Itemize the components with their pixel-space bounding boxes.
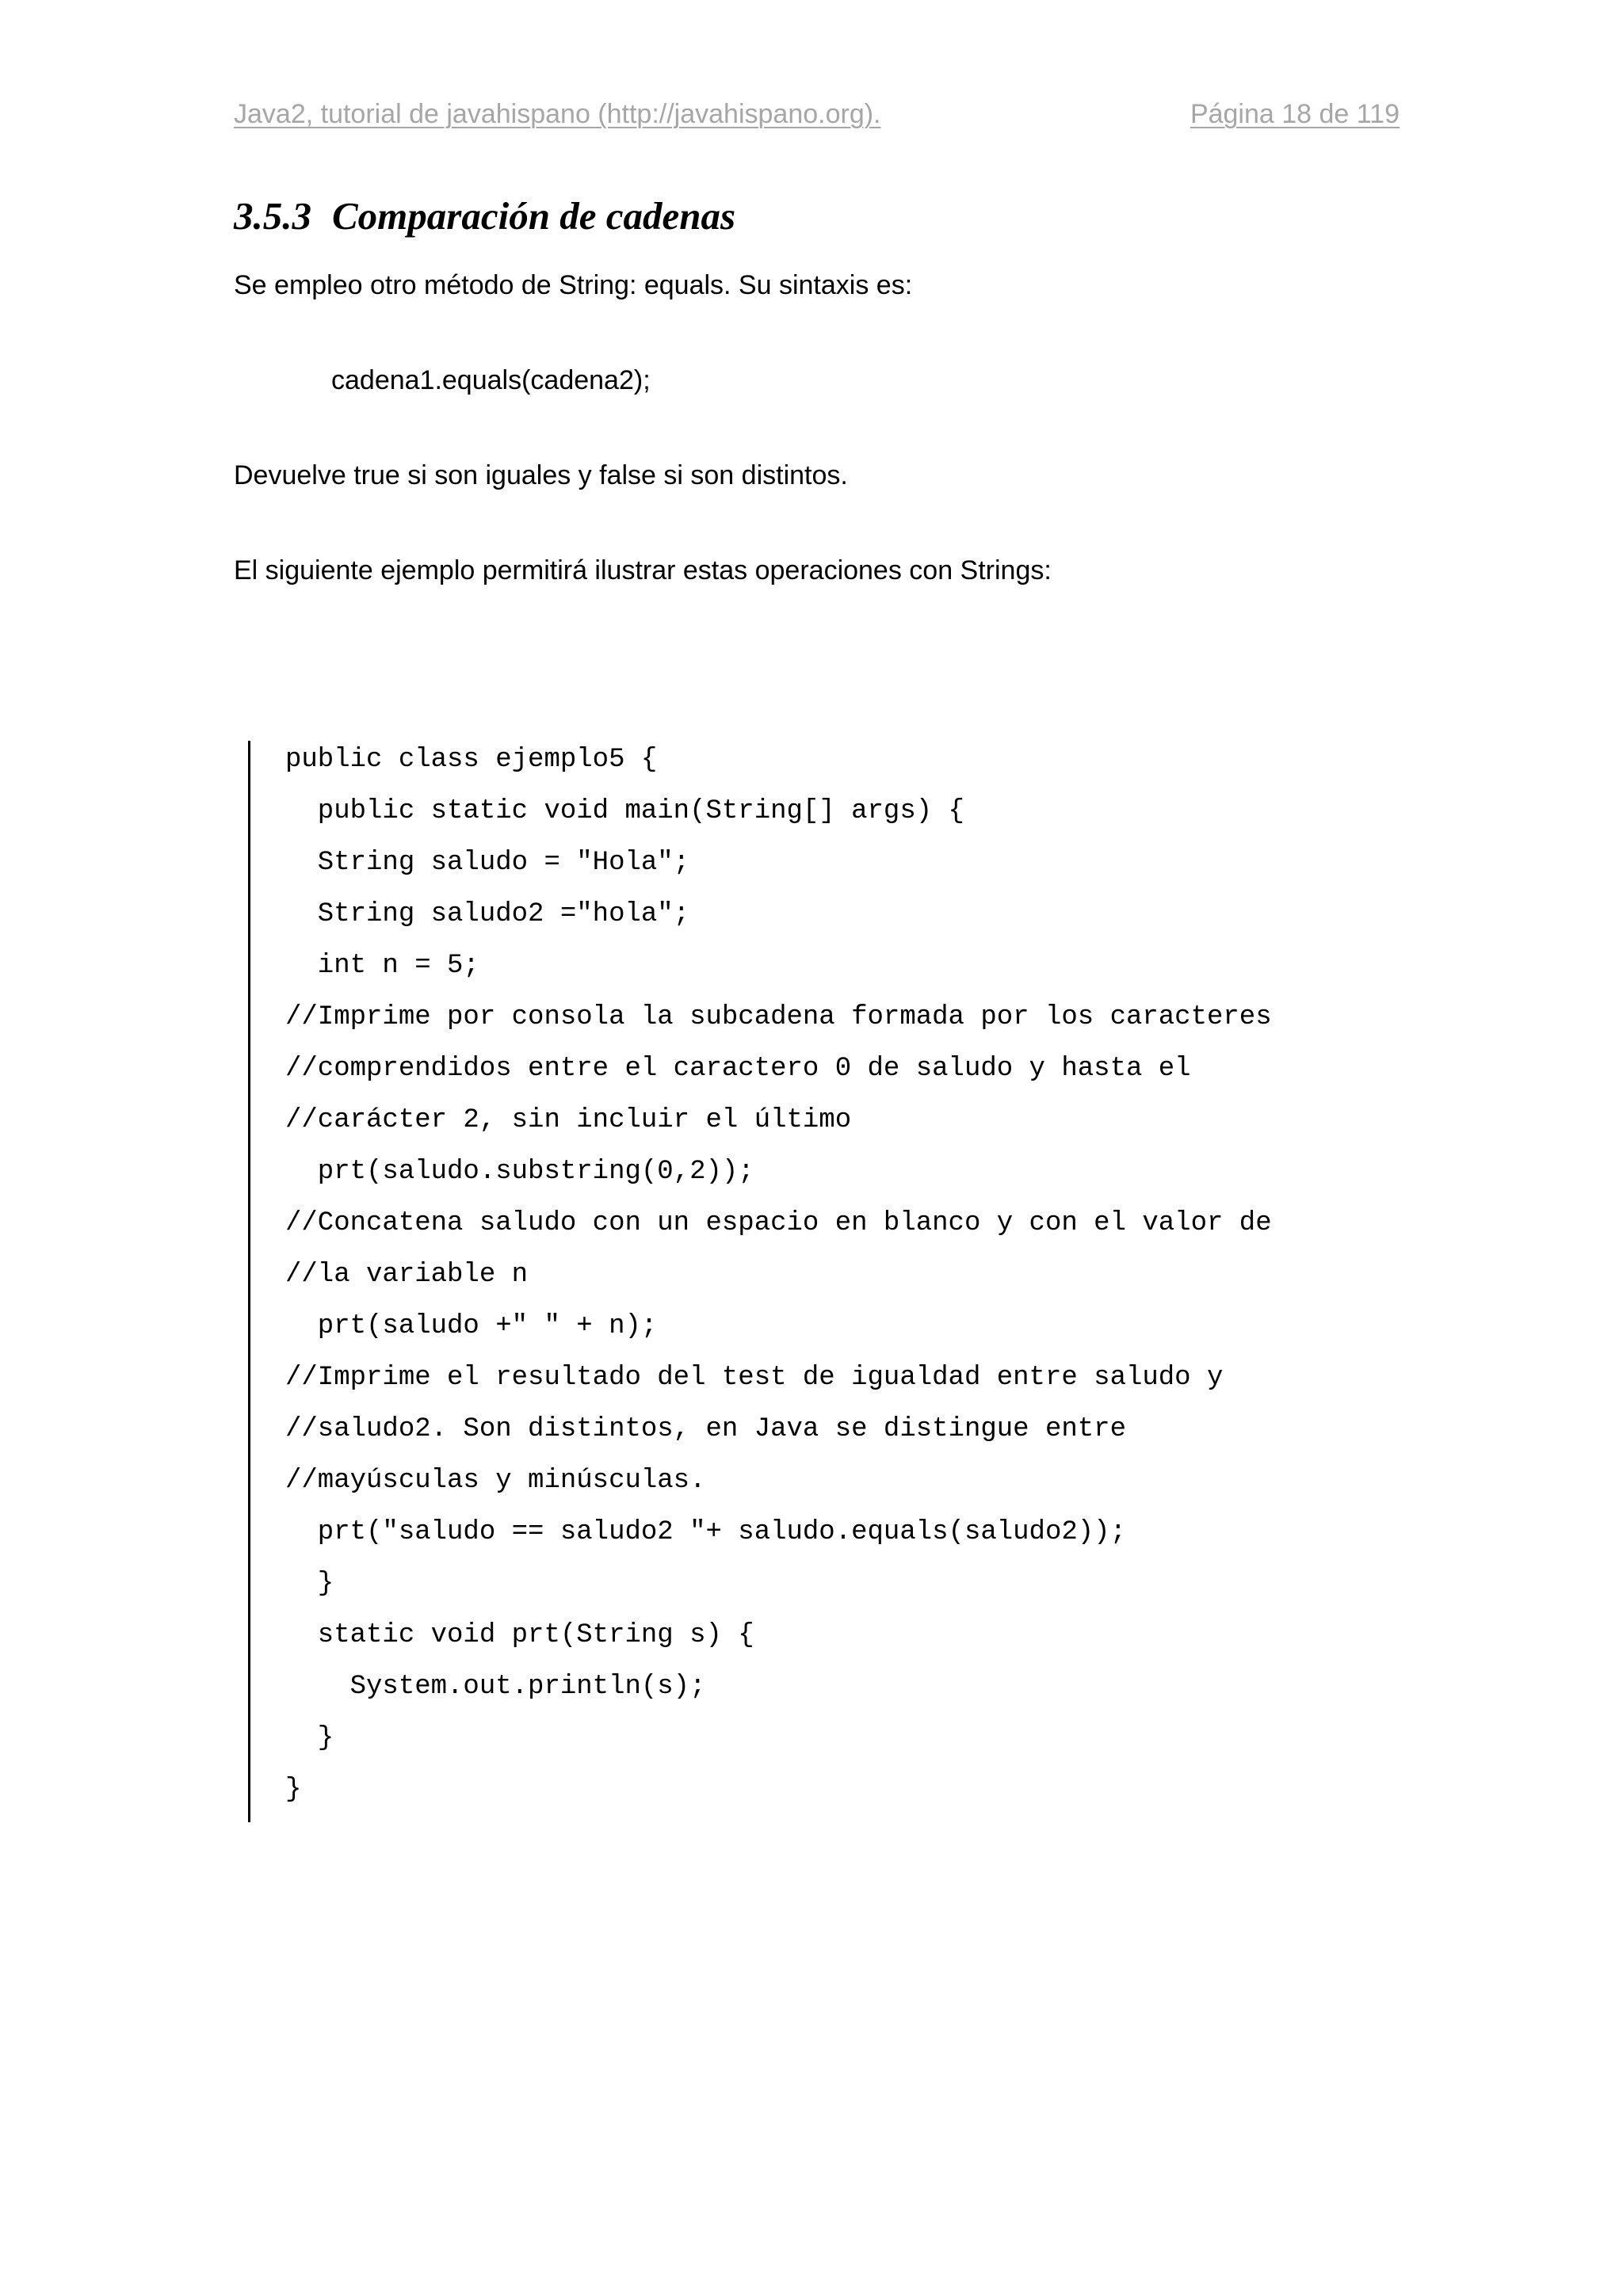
code-listing <box>248 741 1407 1822</box>
code-line: } <box>285 1723 334 1753</box>
code-line: prt("saludo == saludo2 "+ saludo.equals(saludo2)); <box>285 1517 1126 1547</box>
section-number: 3.5.3 <box>234 194 311 238</box>
example-intro-paragraph: El siguiente ejemplo permitirá ilustrar estas operaciones con Strings: <box>234 555 1052 585</box>
result-paragraph: Devuelve true si son iguales y false si son distintos. <box>234 460 848 490</box>
code-comment-line: //mayúsculas y minúsculas. <box>285 1466 706 1496</box>
code-line: static void prt(String s) { <box>285 1620 754 1650</box>
code-line: String saludo = "Hola"; <box>285 848 690 878</box>
code-line: public class ejemplo5 { <box>285 745 658 775</box>
code-line: prt(saludo.substring(0,2)); <box>285 1157 754 1187</box>
code-comment-line: //Imprime por consola la subcadena formada por los caracteres <box>285 1002 1272 1032</box>
page-header-title[interactable]: Java2, tutorial de javahispano (http://javahispano.org). <box>234 99 881 129</box>
syntax-example: cadena1.equals(cadena2); <box>331 365 651 395</box>
code-comment-line: //carácter 2, sin incluir el último <box>285 1105 852 1135</box>
code-comment-line: //comprendidos entre el caractero 0 de saludo y hasta el <box>285 1054 1191 1084</box>
code-line: String saludo2 ="hola"; <box>285 899 690 929</box>
code-comment-line: //la variable n <box>285 1260 529 1290</box>
code-comment-line: //Concatena saludo con un espacio en blanco y con el valor de <box>285 1208 1272 1238</box>
code-comment-line: //saludo2. Son distintos, en Java se distingue entre <box>285 1414 1126 1444</box>
code-line: prt(saludo +" " + n); <box>285 1311 658 1341</box>
page-number[interactable]: Página 18 de 119 <box>1190 99 1400 129</box>
section-title: Comparación de cadenas <box>332 194 736 238</box>
intro-paragraph: Se empleo otro método de String: equals. Su sintaxis es: <box>234 270 913 300</box>
code-line: } <box>285 1569 334 1599</box>
code-line: } <box>285 1775 302 1805</box>
code-line: int n = 5; <box>285 951 479 981</box>
code-line: System.out.println(s); <box>285 1672 706 1702</box>
code-comment-line: //Imprime el resultado del test de igualdad entre saludo y <box>285 1363 1224 1393</box>
section-heading <box>234 190 735 242</box>
code-line: public static void main(String[] args) { <box>285 796 964 826</box>
